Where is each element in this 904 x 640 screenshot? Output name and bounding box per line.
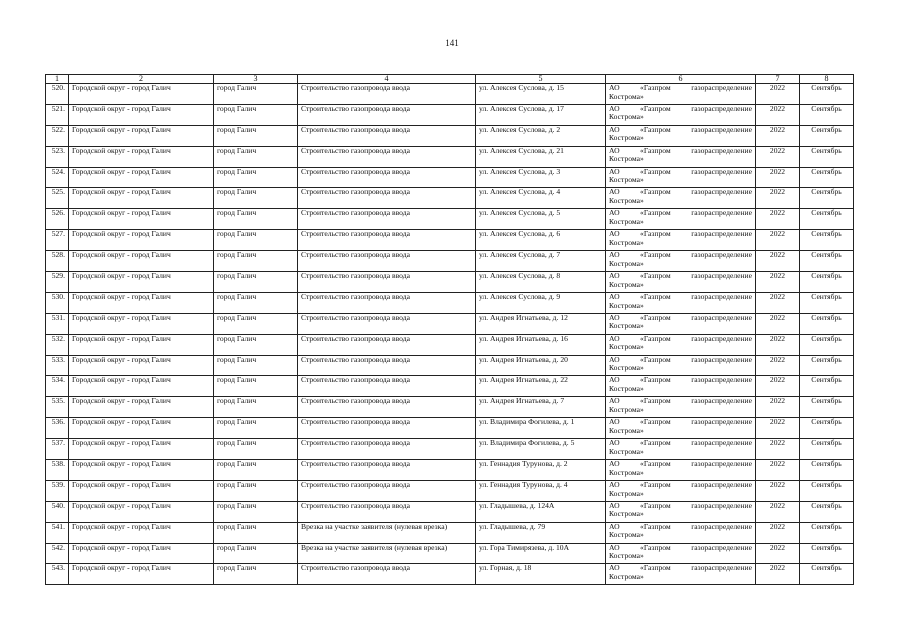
organization-line-2: Кострома» [609, 321, 644, 331]
locality-cell: город Галич [214, 543, 298, 564]
locality-cell: город Галич [214, 188, 298, 209]
year-cell: 2022 [756, 313, 800, 334]
locality-cell: город Галич [214, 439, 298, 460]
table-row [46, 125, 854, 146]
locality-cell: город Галич [214, 251, 298, 272]
month-cell: Сентябрь [800, 501, 854, 522]
month-cell: Сентябрь [800, 522, 854, 543]
organization-line-1: АО «Газпром газораспределение [609, 167, 752, 176]
table-row [46, 355, 854, 376]
organization-cell [606, 355, 756, 376]
address-cell: ул. Алексея Суслова, д. 4 [476, 188, 606, 209]
organization-line-1: АО «Газпром газораспределение [609, 438, 752, 448]
table-row [46, 230, 854, 251]
organization-line-2: Кострома» [609, 467, 644, 477]
month-cell: Сентябрь [800, 564, 854, 585]
district-cell: Городской округ - город Галич [69, 167, 214, 188]
table-row [46, 334, 854, 355]
gasification-table [45, 74, 854, 585]
year-cell: 2022 [756, 418, 800, 439]
district-cell: Городской округ - город Галич [69, 418, 214, 439]
column-number-row [46, 75, 854, 84]
locality-cell: город Галич [214, 355, 298, 376]
district-cell: Городской округ - город Галич [69, 501, 214, 522]
address-cell: ул. Владимира Фогилева, д. 5 [476, 439, 606, 460]
table-row [46, 167, 854, 188]
address-cell: ул. Андрея Игнатьева, д. 16 [476, 334, 606, 355]
month-cell: Сентябрь [800, 376, 854, 397]
row-number: 540. [46, 501, 69, 522]
work-type-cell: Строительство газопровода ввода [298, 480, 476, 501]
district-cell: Городской округ - город Галич [69, 251, 214, 272]
work-type-cell: Строительство газопровода ввода [298, 376, 476, 397]
month-cell: Сентябрь [800, 292, 854, 313]
row-number: 520. [46, 84, 69, 105]
organization-line-1: АО «Газпром газораспределение [609, 187, 752, 197]
organization-line-1: АО «Газпром газораспределение [609, 229, 752, 239]
locality-cell: город Галич [214, 564, 298, 585]
organization-cell [606, 167, 756, 188]
work-type-cell: Строительство газопровода ввода [298, 188, 476, 209]
table-row [46, 104, 854, 125]
organization-line-1: АО «Газпром газораспределение [609, 459, 752, 469]
organization-line-1: АО «Газпром газораспределение [609, 522, 752, 531]
locality-cell: город Галич [214, 334, 298, 355]
locality-cell: город Галич [214, 125, 298, 146]
year-cell: 2022 [756, 376, 800, 397]
district-cell: Городской округ - город Галич [69, 522, 214, 543]
work-type-cell: Строительство газопровода ввода [298, 334, 476, 355]
table-row [46, 501, 854, 522]
district-cell: Городской округ - город Галич [69, 104, 214, 125]
year-cell: 2022 [756, 104, 800, 125]
organization-line-2: Кострома» [609, 133, 644, 143]
row-number: 525. [46, 188, 69, 209]
work-type-cell: Строительство газопровода ввода [298, 146, 476, 167]
district-cell: Городской округ - город Галич [69, 272, 214, 293]
address-cell: ул. Владимира Фогилева, д. 1 [476, 418, 606, 439]
organization-cell [606, 188, 756, 209]
work-type-cell: Строительство газопровода ввода [298, 230, 476, 251]
row-number: 529. [46, 272, 69, 293]
work-type-cell: Строительство газопровода ввода [298, 460, 476, 481]
address-cell: ул. Горная, д. 18 [476, 564, 606, 585]
organization-cell [606, 460, 756, 481]
locality-cell: город Галич [214, 418, 298, 439]
district-cell: Городской округ - город Галич [69, 460, 214, 481]
row-number: 539. [46, 480, 69, 501]
organization-cell [606, 230, 756, 251]
table-row [46, 564, 854, 585]
organization-cell [606, 146, 756, 167]
organization-line-2: Кострома» [609, 91, 644, 101]
organization-cell [606, 397, 756, 418]
address-cell: ул. Андрея Игнатьева, д. 7 [476, 397, 606, 418]
page-number: 141 [445, 38, 459, 48]
organization-line-2: Кострома» [609, 154, 644, 164]
organization-cell [606, 439, 756, 460]
row-number: 534. [46, 376, 69, 397]
year-cell: 2022 [756, 543, 800, 564]
locality-cell: город Галич [214, 480, 298, 501]
district-cell: Городской округ - город Галич [69, 292, 214, 313]
table-row [46, 188, 854, 209]
row-number: 521. [46, 104, 69, 125]
year-cell: 2022 [756, 564, 800, 585]
year-cell: 2022 [756, 460, 800, 481]
row-number: 538. [46, 460, 69, 481]
year-cell: 2022 [756, 146, 800, 167]
month-cell: Сентябрь [800, 355, 854, 376]
work-type-cell: Строительство газопровода ввода [298, 209, 476, 230]
work-type-cell: Строительство газопровода ввода [298, 104, 476, 125]
year-cell: 2022 [756, 334, 800, 355]
work-type-cell: Строительство газопровода ввода [298, 167, 476, 188]
month-cell: Сентябрь [800, 480, 854, 501]
month-cell: Сентябрь [800, 209, 854, 230]
table-row [46, 418, 854, 439]
year-cell: 2022 [756, 209, 800, 230]
organization-line-2: Кострома» [609, 216, 644, 226]
district-cell: Городской округ - город Галич [69, 334, 214, 355]
district-cell: Городской округ - город Галич [69, 230, 214, 251]
column-header: 4 [298, 75, 476, 84]
month-cell: Сентябрь [800, 104, 854, 125]
address-cell: ул. Алексея Суслова, д. 21 [476, 146, 606, 167]
table-row [46, 397, 854, 418]
organization-line-1: АО «Газпром газораспределение [609, 83, 752, 92]
month-cell: Сентябрь [800, 439, 854, 460]
locality-cell: город Галич [214, 84, 298, 105]
organization-line-1: АО «Газпром газораспределение [609, 375, 752, 385]
locality-cell: город Галич [214, 209, 298, 230]
district-cell: Городской округ - город Галич [69, 84, 214, 105]
district-cell: Городской округ - город Галич [69, 397, 214, 418]
row-number: 535. [46, 397, 69, 418]
row-number: 531. [46, 313, 69, 334]
district-cell: Городской округ - город Галич [69, 313, 214, 334]
row-number: 536. [46, 418, 69, 439]
work-type-cell: Строительство газопровода ввода [298, 251, 476, 272]
work-type-cell: Строительство газопровода ввода [298, 125, 476, 146]
year-cell: 2022 [756, 167, 800, 188]
year-cell: 2022 [756, 397, 800, 418]
year-cell: 2022 [756, 355, 800, 376]
month-cell: Сентябрь [800, 334, 854, 355]
column-header: 6 [606, 75, 756, 84]
work-type-cell: Строительство газопровода ввода [298, 439, 476, 460]
organization-line-2: Кострома» [609, 258, 644, 268]
table-row [46, 439, 854, 460]
organization-line-2: Кострома» [609, 404, 644, 414]
organization-cell [606, 292, 756, 313]
organization-line-2: Кострома» [609, 237, 644, 247]
work-type-cell: Строительство газопровода ввода [298, 292, 476, 313]
work-type-cell: Строительство газопровода ввода [298, 418, 476, 439]
address-cell: ул. Алексея Суслова, д. 8 [476, 272, 606, 293]
district-cell: Городской округ - город Галич [69, 188, 214, 209]
organization-line-1: АО «Газпром газораспределение [609, 543, 752, 552]
organization-line-1: АО «Газпром газораспределение [609, 396, 752, 406]
organization-line-1: АО «Газпром газораспределение [609, 146, 752, 155]
locality-cell: город Галич [214, 522, 298, 543]
row-number: 526. [46, 209, 69, 230]
row-number: 537. [46, 439, 69, 460]
organization-cell [606, 104, 756, 125]
year-cell: 2022 [756, 251, 800, 272]
district-cell: Городской округ - город Галич [69, 564, 214, 585]
address-cell: ул. Гладышева, д. 79 [476, 522, 606, 543]
work-type-cell: Строительство газопровода ввода [298, 564, 476, 585]
organization-line-2: Кострома» [609, 300, 644, 310]
address-cell: ул. Геннадия Турунова, д. 2 [476, 460, 606, 481]
row-number: 543. [46, 564, 69, 585]
organization-line-2: Кострома» [609, 384, 644, 394]
address-cell: ул. Алексея Суслова, д. 3 [476, 167, 606, 188]
address-cell: ул. Алексея Суслова, д. 17 [476, 104, 606, 125]
row-number: 523. [46, 146, 69, 167]
work-type-cell: Строительство газопровода ввода [298, 397, 476, 418]
organization-cell [606, 522, 756, 543]
organization-line-2: Кострома» [609, 175, 644, 185]
row-number: 524. [46, 167, 69, 188]
table-row [46, 313, 854, 334]
table-body [46, 84, 854, 585]
organization-line-2: Кострома» [609, 572, 644, 582]
month-cell: Сентябрь [800, 230, 854, 251]
locality-cell: город Галич [214, 230, 298, 251]
work-type-cell: Строительство газопровода ввода [298, 84, 476, 105]
month-cell: Сентябрь [800, 460, 854, 481]
address-cell: ул. Алексея Суслова, д. 15 [476, 84, 606, 105]
locality-cell: город Галич [214, 146, 298, 167]
locality-cell: город Галич [214, 501, 298, 522]
organization-cell [606, 376, 756, 397]
work-type-cell: Строительство газопровода ввода [298, 313, 476, 334]
organization-line-2: Кострома» [609, 279, 644, 289]
year-cell: 2022 [756, 84, 800, 105]
organization-line-2: Кострома» [609, 530, 644, 540]
organization-line-1: АО «Газпром газораспределение [609, 292, 752, 301]
column-header: 2 [69, 75, 214, 84]
district-cell: Городской округ - город Галич [69, 376, 214, 397]
organization-line-1: АО «Газпром газораспределение [609, 334, 752, 343]
address-cell: ул. Алексея Суслова, д. 6 [476, 230, 606, 251]
organization-line-2: Кострома» [609, 342, 644, 352]
work-type-cell [298, 543, 476, 564]
organization-cell [606, 480, 756, 501]
table-row [46, 146, 854, 167]
month-cell: Сентябрь [800, 146, 854, 167]
table-row [46, 522, 854, 543]
organization-line-1: АО «Газпром газораспределение [609, 355, 752, 364]
column-header: 7 [756, 75, 800, 84]
organization-line-1: АО «Газпром газораспределение [609, 208, 752, 218]
month-cell: Сентябрь [800, 251, 854, 272]
organization-cell [606, 125, 756, 146]
organization-cell [606, 564, 756, 585]
organization-cell [606, 313, 756, 334]
organization-line-1: АО «Газпром газораспределение [609, 250, 752, 260]
year-cell: 2022 [756, 230, 800, 251]
row-number: 533. [46, 355, 69, 376]
row-number: 541. [46, 522, 69, 543]
month-cell: Сентябрь [800, 84, 854, 105]
locality-cell: город Галич [214, 272, 298, 293]
work-type-cell: Строительство газопровода ввода [298, 501, 476, 522]
month-cell: Сентябрь [800, 125, 854, 146]
address-cell: ул. Алексея Суслова, д. 2 [476, 125, 606, 146]
organization-cell [606, 84, 756, 105]
table-row [46, 292, 854, 313]
row-number: 542. [46, 543, 69, 564]
organization-line-2: Кострома» [609, 551, 644, 561]
month-cell: Сентябрь [800, 418, 854, 439]
district-cell: Городской округ - город Галич [69, 209, 214, 230]
locality-cell: город Галич [214, 167, 298, 188]
organization-cell [606, 272, 756, 293]
table-row [46, 543, 854, 564]
organization-cell [606, 543, 756, 564]
organization-line-2: Кострома» [609, 446, 644, 456]
district-cell: Городской округ - город Галич [69, 480, 214, 501]
organization-line-2: Кострома» [609, 112, 644, 122]
organization-line-1: АО «Газпром газораспределение [609, 313, 752, 322]
organization-line-1: АО «Газпром газораспределение [609, 104, 752, 113]
address-cell: ул. Алексея Суслова, д. 9 [476, 292, 606, 313]
district-cell: Городской округ - город Галич [69, 125, 214, 146]
district-cell: Городской округ - город Галич [69, 146, 214, 167]
column-header: 5 [476, 75, 606, 84]
year-cell: 2022 [756, 292, 800, 313]
locality-cell: город Галич [214, 313, 298, 334]
table-row [46, 84, 854, 105]
organization-cell [606, 418, 756, 439]
year-cell: 2022 [756, 480, 800, 501]
work-type-text: Врезка на участке заявителя (нулевая врезка) [301, 543, 448, 552]
locality-cell: город Галич [214, 397, 298, 418]
address-cell: ул. Геннадия Турунова, д. 4 [476, 480, 606, 501]
column-header: 8 [800, 75, 854, 84]
month-cell: Сентябрь [800, 313, 854, 334]
row-number: 530. [46, 292, 69, 313]
column-header: 3 [214, 75, 298, 84]
table-row [46, 376, 854, 397]
locality-cell: город Галич [214, 292, 298, 313]
organization-line-2: Кострома» [609, 509, 644, 519]
locality-cell: город Галич [214, 460, 298, 481]
table-row [46, 460, 854, 481]
year-cell: 2022 [756, 125, 800, 146]
row-number: 532. [46, 334, 69, 355]
year-cell: 2022 [756, 188, 800, 209]
row-number: 522. [46, 125, 69, 146]
locality-cell: город Галич [214, 104, 298, 125]
organization-line-2: Кострома» [609, 488, 644, 498]
district-cell: Городской округ - город Галич [69, 439, 214, 460]
work-type-text: Врезка на участке заявителя (нулевая врезка) [301, 522, 448, 531]
district-cell: Городской округ - город Галич [69, 355, 214, 376]
work-type-cell: Строительство газопровода ввода [298, 355, 476, 376]
work-type-cell: Строительство газопровода ввода [298, 272, 476, 293]
table-row [46, 209, 854, 230]
row-number: 528. [46, 251, 69, 272]
year-cell: 2022 [756, 522, 800, 543]
address-cell: ул. Андрея Игнатьева, д. 20 [476, 355, 606, 376]
organization-line-1: АО «Газпром газораспределение [609, 125, 752, 134]
table-row [46, 251, 854, 272]
organization-line-1: АО «Газпром газораспределение [609, 271, 752, 281]
organization-cell [606, 334, 756, 355]
organization-cell [606, 209, 756, 230]
organization-line-1: АО «Газпром газораспределение [609, 563, 752, 573]
table-row [46, 480, 854, 501]
row-number: 527. [46, 230, 69, 251]
work-type-cell [298, 522, 476, 543]
month-cell: Сентябрь [800, 167, 854, 188]
locality-cell: город Галич [214, 376, 298, 397]
organization-line-2: Кострома» [609, 425, 644, 435]
organization-line-1: АО «Газпром газораспределение [609, 501, 752, 510]
year-cell: 2022 [756, 272, 800, 293]
organization-line-1: АО «Газпром газораспределение [609, 480, 752, 489]
address-cell: ул. Гладышева, д. 124А [476, 501, 606, 522]
organization-cell [606, 251, 756, 272]
organization-line-2: Кострома» [609, 196, 644, 206]
month-cell: Сентябрь [800, 543, 854, 564]
address-cell: ул. Андрея Игнатьева, д. 22 [476, 376, 606, 397]
year-cell: 2022 [756, 501, 800, 522]
address-cell: ул. Алексея Суслова, д. 5 [476, 209, 606, 230]
table-row [46, 272, 854, 293]
year-cell: 2022 [756, 439, 800, 460]
column-header: 1 [46, 75, 69, 84]
organization-line-2: Кострома» [609, 363, 644, 373]
month-cell: Сентябрь [800, 188, 854, 209]
organization-line-1: АО «Газпром газораспределение [609, 417, 752, 427]
month-cell: Сентябрь [800, 272, 854, 293]
address-cell: ул. Алексея Суслова, д. 7 [476, 251, 606, 272]
address-cell: ул. Андрея Игнатьева, д. 12 [476, 313, 606, 334]
organization-cell [606, 501, 756, 522]
month-cell: Сентябрь [800, 397, 854, 418]
district-cell: Городской округ - город Галич [69, 543, 214, 564]
address-cell: ул. Гора Тимирязева, д. 10А [476, 543, 606, 564]
